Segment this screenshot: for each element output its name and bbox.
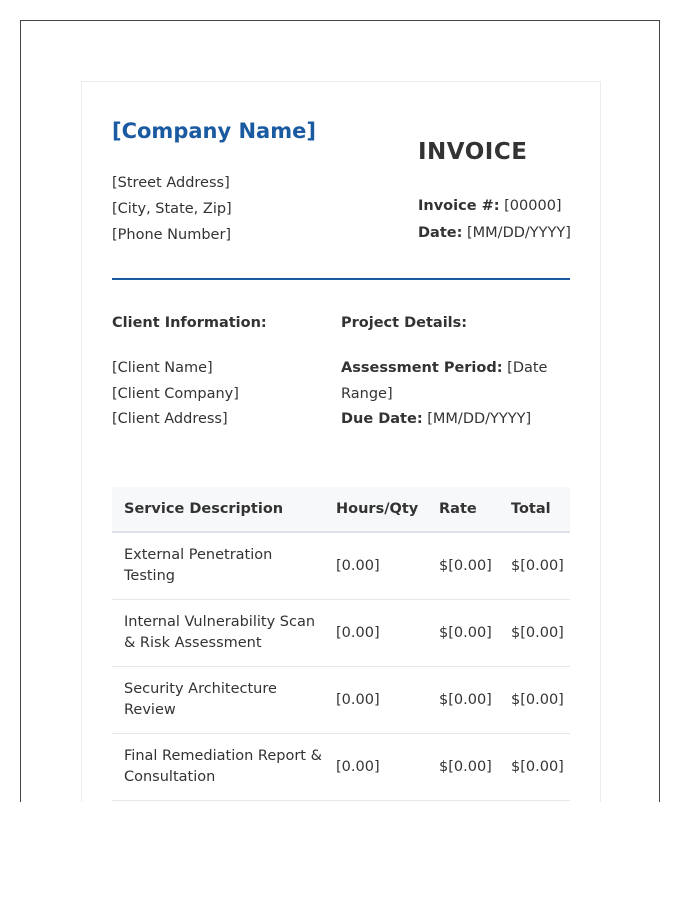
table-header-row: [112, 487, 570, 532]
services-table: [112, 487, 570, 801]
service-rate: $[0.00]: [427, 532, 499, 600]
company-phone: [Phone Number]: [112, 227, 232, 243]
service-description: Internal Vulnerability Scan & Risk Assessment: [112, 600, 324, 667]
table-row: [112, 532, 570, 600]
header-service-description: Service Description: [112, 487, 324, 532]
invoice-number-value: [00000]: [504, 198, 562, 214]
service-rate: $[0.00]: [427, 667, 499, 734]
service-qty: [0.00]: [324, 667, 427, 734]
project-details-heading: Project Details:: [341, 315, 468, 331]
assessment-period-value: [Date Range]: [341, 360, 548, 402]
service-qty: [0.00]: [324, 734, 427, 801]
client-company: [Client Company]: [112, 385, 239, 402]
due-date-line: [341, 407, 556, 433]
header-divider: [112, 278, 570, 280]
service-rate: $[0.00]: [427, 600, 499, 667]
service-description: Final Remediation Report & Consultation: [112, 734, 324, 801]
service-total: $[0.00]: [499, 734, 570, 801]
client-info-block: [112, 356, 239, 433]
client-name: [Client Name]: [112, 360, 213, 376]
service-total: $[0.00]: [499, 532, 570, 600]
company-name: [Company Name]: [112, 119, 316, 143]
assessment-period-label: Assessment Period:: [341, 360, 503, 376]
table-row: [112, 600, 570, 667]
client-address: [Client Address]: [112, 411, 228, 427]
due-date-label: Due Date:: [341, 411, 423, 427]
invoice-date-value: [MM/DD/YYYY]: [467, 225, 571, 241]
service-qty: [0.00]: [324, 532, 427, 600]
service-description: Security Architecture Review: [112, 667, 324, 734]
invoice-number-label: Invoice #:: [418, 198, 500, 214]
table-row: [112, 667, 570, 734]
header-rate: Rate: [427, 487, 499, 532]
service-total: $[0.00]: [499, 600, 570, 667]
service-total: $[0.00]: [499, 667, 570, 734]
service-description: External Penetration Testing: [112, 532, 324, 600]
table-row: [112, 734, 570, 801]
invoice-meta: [418, 193, 571, 247]
company-address-block: [112, 170, 232, 248]
header-hours-qty: Hours/Qty: [324, 487, 427, 532]
invoice-number-line: [418, 193, 571, 220]
service-rate: $[0.00]: [427, 734, 499, 801]
invoice-date-label: Date:: [418, 225, 463, 241]
assessment-period-line: [341, 356, 556, 407]
due-date-value: [MM/DD/YYYY]: [427, 411, 532, 427]
service-qty: [0.00]: [324, 600, 427, 667]
company-city-state-zip: [City, State, Zip]: [112, 201, 232, 217]
company-street: [Street Address]: [112, 175, 230, 191]
invoice-date-line: [418, 220, 571, 247]
project-details-block: [341, 356, 556, 433]
invoice-title: INVOICE: [418, 139, 528, 165]
header-total: Total: [499, 487, 570, 532]
client-info-heading: Client Information:: [112, 315, 267, 331]
